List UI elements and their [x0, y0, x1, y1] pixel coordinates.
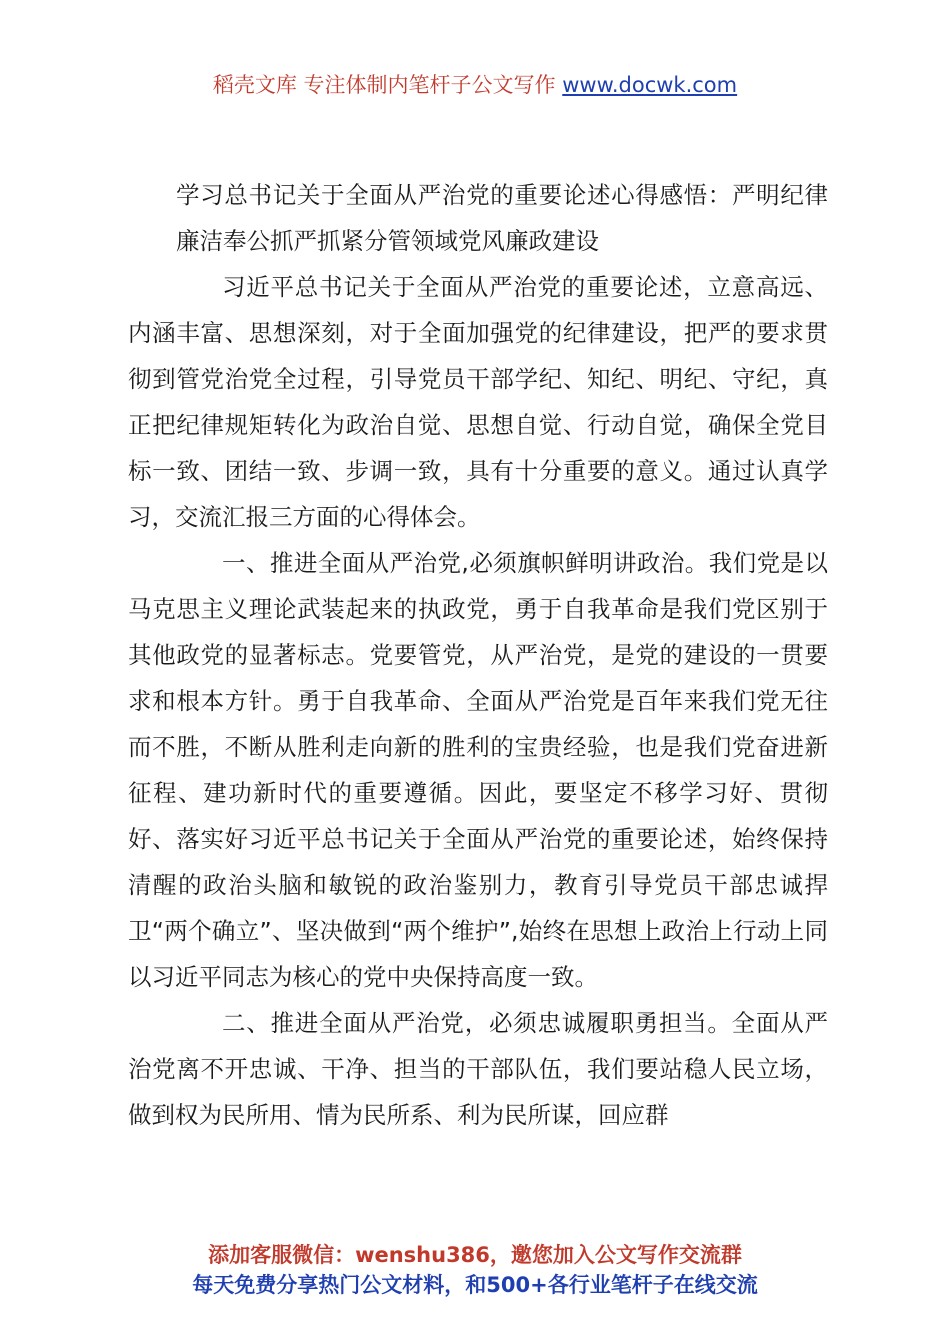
paragraph-one: 一、推进全面从严治党,必须旗帜鲜明讲政治。我们党是以马克思主义理论武装起来的执政党，勇于自我革命是我们党区别于其他政党的显著标志。党要管党，从严治党，是党的建设的一贯要求和根本方针。勇于自我革命、全面从严治党是百年来我们党无往而不胜，不断从胜利走向新的胜利的宝贵经验，也是我们党奋进新征程、建功新时代的重要遵循。因此，要坚定不移学习好、贯彻好、落实好习近平总书记关于全面从严治党的重要论述，始终保持清醒的政治头脑和敏锐的政治鉴别力，教育引导党员干部忠诚捍卫“两个确立”、坚决做到“两个维护”,始终在思想上政治上行动上同以习近平同志为核心的党中央保持高度一致。 [128, 549, 828, 991]
page-header [0, 70, 950, 100]
paragraph-intro: 习近平总书记关于全面从严治党的重要论述，立意高远、内涵丰富、思想深刻，对于全面加强党的纪律建设，把严的要求贯彻到管党治党全过程，引导党员干部学纪、知纪、明纪、守纪，真正把纪律规矩转化为政治自觉、思想自觉、行动自觉，确保全党目标一致、团结一致、步调一致，具有十分重要的意义。通过认真学习，交流汇报三方面的心得体会。 [128, 273, 828, 531]
page-footer [0, 1240, 950, 1300]
footer-contact-line [0, 1240, 950, 1270]
header-site-text: 稻壳文库 专注体制内笔杆子公文写作 [212, 73, 556, 97]
paragraph-two: 二、推进全面从严治党，必须忠诚履职勇担当。全面从严治党离不开忠诚、干净、担当的干部队伍，我们要站稳人民立场，做到权为民所用、情为民所系、利为民所谋，回应群 [128, 1009, 828, 1129]
footer-contact-suffix: ，邀您加入公文写作交流群 [489, 1243, 742, 1267]
header-site-link[interactable]: www.docwk.com [562, 73, 738, 97]
document-body [128, 172, 828, 1138]
footer-wechat-id: wenshu386 [355, 1243, 490, 1267]
document-title: 学习总书记关于全面从严治党的重要论述心得感悟：严明纪律廉洁奉公抓严抓紧分管领域党风廉政建设 [176, 181, 828, 255]
footer-contact-prefix: 添加客服微信： [208, 1243, 356, 1267]
footer-promo-line: 每天免费分享热门公文材料，和500+各行业笔杆子在线交流 [192, 1273, 758, 1297]
